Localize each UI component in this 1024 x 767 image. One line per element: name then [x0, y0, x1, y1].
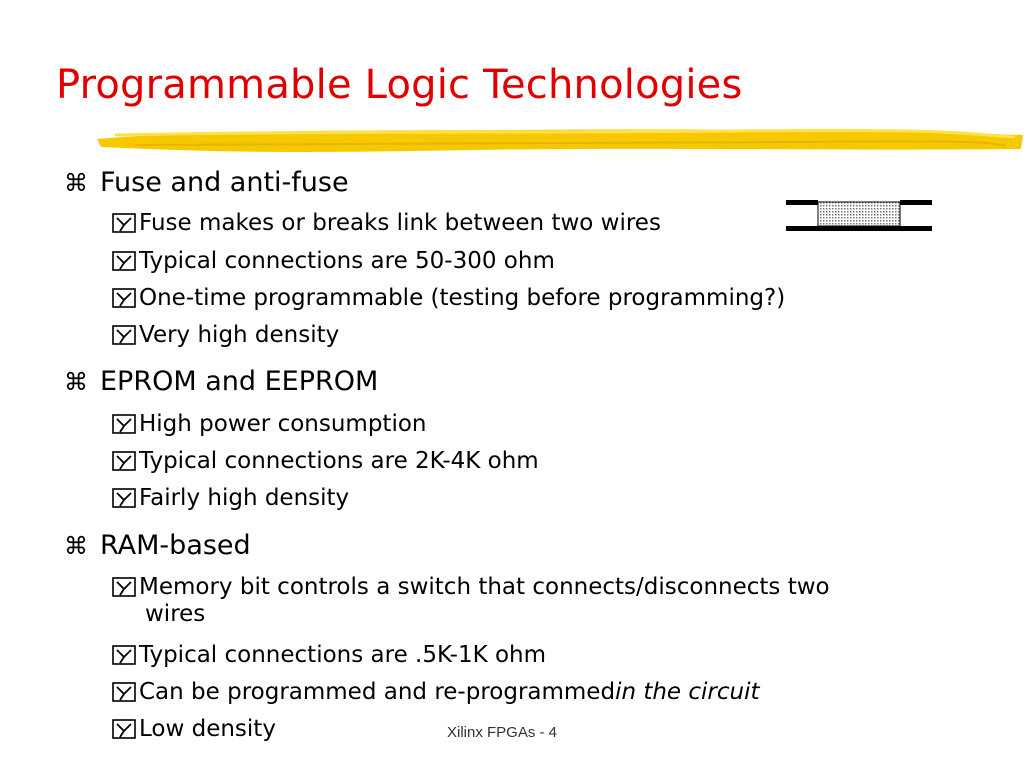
- checkbox-y-icon: [112, 325, 136, 345]
- checkbox-y-icon: [112, 645, 136, 665]
- bullet-text: Very high density: [139, 322, 340, 348]
- checkbox-y-icon: [112, 719, 136, 739]
- bullet-level1: [64, 366, 378, 397]
- bullet-level2: [112, 574, 830, 628]
- section-heading: EPROM and EEPROM: [100, 366, 379, 397]
- place-of-interest-icon: ⌘: [64, 368, 88, 396]
- checkbox-y-icon: [112, 488, 136, 508]
- checkbox-y-icon: [112, 288, 136, 308]
- title-underline-brushstroke: [95, 123, 1024, 157]
- checkbox-y-icon: [112, 451, 136, 471]
- bullet-text: High power consumption: [139, 411, 427, 437]
- bullet-level2: [112, 485, 349, 511]
- bullet-text: Typical connections are 50-300 ohm: [139, 248, 555, 274]
- bullet-level2: [112, 248, 555, 274]
- place-of-interest-icon: ⌘: [64, 169, 88, 197]
- bullet-text: Typical connections are 2K-4K ohm: [139, 448, 539, 474]
- bullet-text: Fairly high density: [139, 485, 350, 511]
- checkbox-y-icon: [112, 577, 136, 597]
- bullet-text-emphasis: in the circuit: [615, 679, 760, 705]
- bullet-level2: [112, 322, 339, 348]
- bullet-level2: [112, 285, 785, 311]
- bullet-level2: [112, 642, 546, 668]
- slide-footer: Xilinx FPGAs - 4: [447, 724, 558, 741]
- bullet-level2: [112, 679, 760, 705]
- bullet-level1: [64, 530, 251, 561]
- checkbox-y-icon: [112, 213, 136, 233]
- bullet-text: Typical connections are .5K-1K ohm: [139, 642, 547, 668]
- checkbox-y-icon: [112, 682, 136, 702]
- bullet-text: Fuse makes or breaks link between two wires: [139, 210, 661, 236]
- bullet-text: Can be programmed and re-programmed: [139, 679, 616, 705]
- checkbox-y-icon: [112, 251, 136, 271]
- bullet-text: Memory bit controls a switch that connects/disconnects two: [139, 574, 830, 600]
- bullet-level2: [112, 210, 661, 236]
- bullet-level2: [112, 716, 276, 742]
- bullet-text-continuation: wires: [145, 601, 206, 627]
- section-heading: Fuse and anti-fuse: [100, 167, 349, 198]
- section-heading: RAM-based: [100, 530, 251, 561]
- bullet-level2: [112, 448, 539, 474]
- fuse-diagram: [784, 196, 934, 232]
- slide-title: Programmable Logic Technologies: [56, 62, 743, 108]
- bullet-text: Low density: [139, 716, 276, 742]
- bullet-level2: [112, 411, 427, 437]
- place-of-interest-icon: ⌘: [64, 532, 88, 560]
- bullet-text: One-time programmable (testing before programming?): [139, 285, 786, 311]
- bullet-level1: [64, 167, 349, 198]
- checkbox-y-icon: [112, 414, 136, 434]
